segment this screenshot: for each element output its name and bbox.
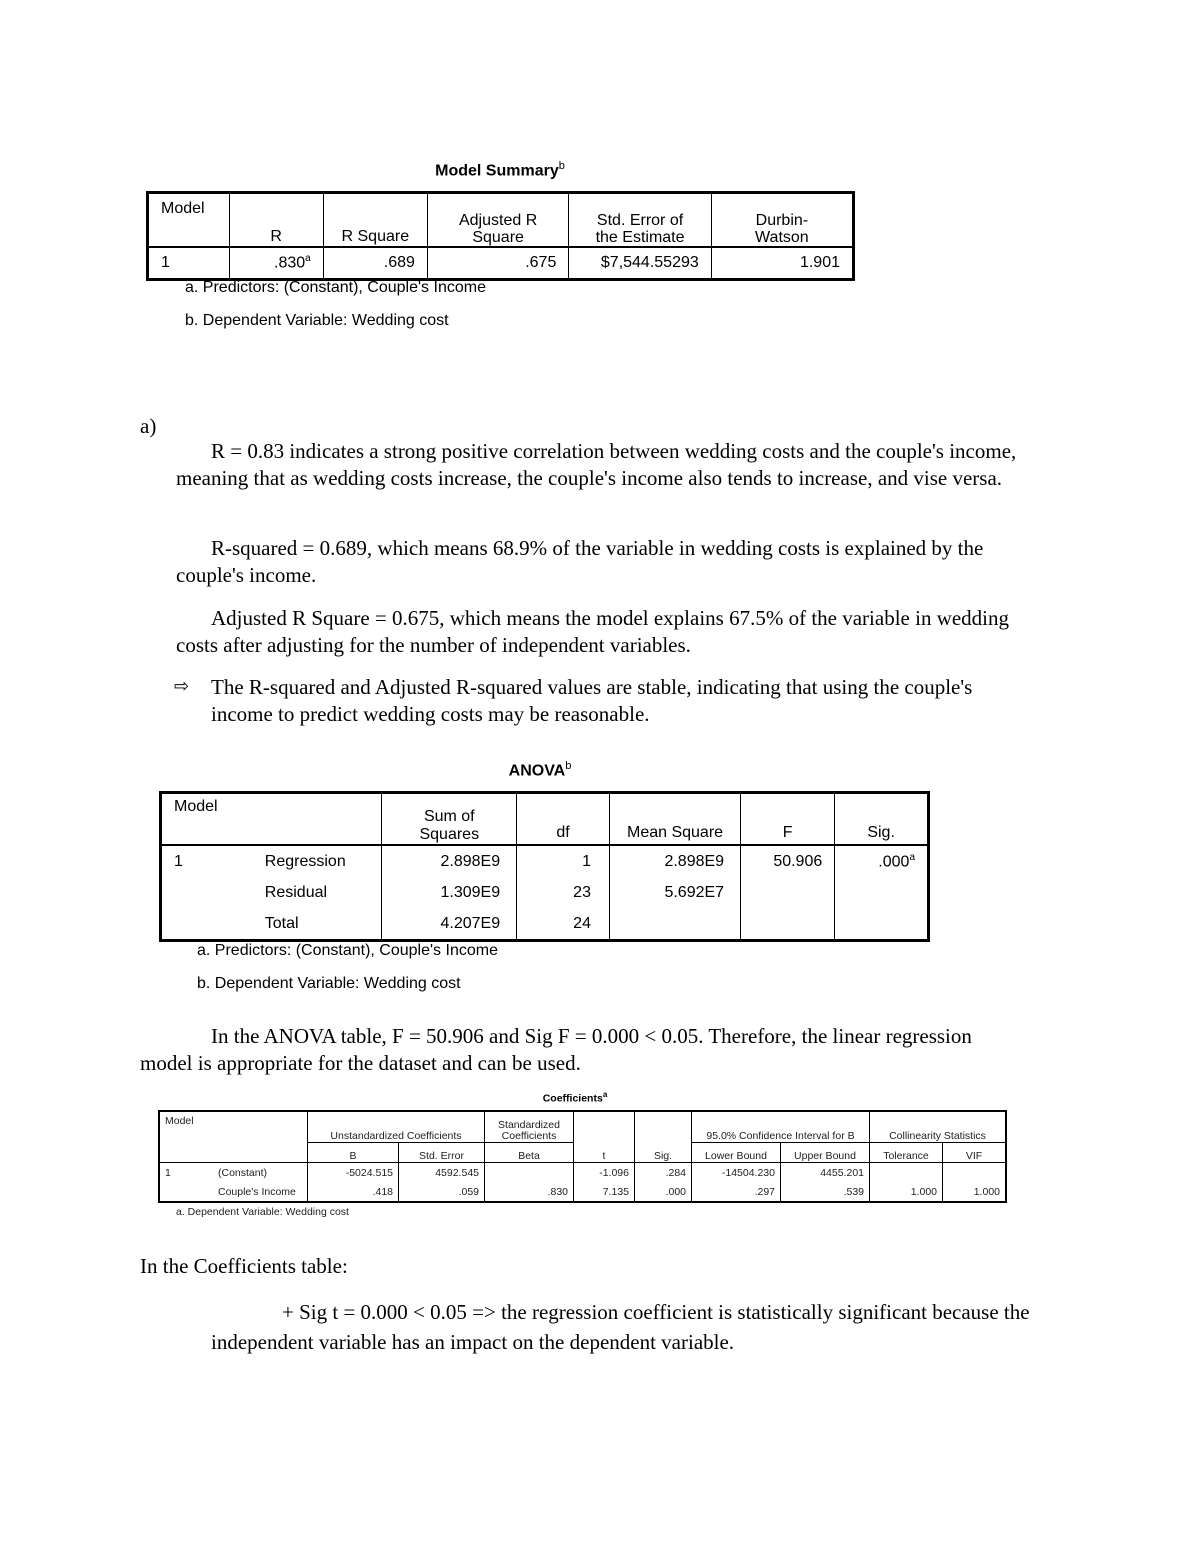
section-a-p1-text: R = 0.83 indicates a strong positive correlation between wedding costs and the couple's income, meaning that as wedding costs increase, the couple's income also tends to increase, and vise versa. <box>176 439 1017 490</box>
model-summary-title <box>400 160 600 180</box>
coef-header-unstd: Unstandardized Coefficients <box>308 1111 485 1143</box>
anova-explanation-text: In the ANOVA table, F = 50.906 and Sig F = 0.000 < 0.05. Therefore, the linear regression model is appropriate for the dataset and can be used. <box>140 1024 972 1075</box>
coef-intro: In the Coefficients table: <box>140 1254 348 1278</box>
section-a-p3-text: Adjusted R Square = 0.675, which means the model explains 67.5% of the variable in wedding costs after adjusting for the number of independent variables. <box>176 606 1010 657</box>
coefficients-table <box>158 1110 1007 1203</box>
section-a-p3 <box>176 605 1036 659</box>
ms-header-r: R <box>229 193 323 248</box>
coef-point <box>211 1297 1031 1357</box>
ms-header-r-square: R Square <box>323 193 427 248</box>
anova-row-regression <box>161 845 929 877</box>
coef-cell-model-blank <box>159 1182 200 1202</box>
coef-cell-label: Couple's Income <box>200 1182 308 1202</box>
anova-cell-mean-square <box>609 908 740 941</box>
anova-cell-label: Regression <box>253 845 382 877</box>
coef-header-lower: Lower Bound <box>692 1143 781 1163</box>
anova-cell-sum-sq: 2.898E9 <box>382 845 517 877</box>
anova-header-mean-square: Mean Square <box>609 793 740 846</box>
section-a-conclusion: The R-squared and Adjusted R-squared values are stable, indicating that using the couple's income to predict wedding costs may be reasonable. <box>211 675 973 726</box>
coef-cell-sig: .284 <box>635 1163 692 1183</box>
coef-header-model: Model <box>159 1111 308 1163</box>
ms-header-adj-r-1: Adjusted R <box>458 212 538 229</box>
anova-cell-mean-square: 2.898E9 <box>609 845 740 877</box>
ms-cell-r-square: .689 <box>323 247 427 280</box>
ms-header-model: Model <box>148 193 230 248</box>
coef-cell-t: 7.135 <box>574 1182 635 1202</box>
model-summary-title-sup: b <box>558 160 565 172</box>
section-a-p2 <box>176 535 1056 589</box>
coef-cell-tolerance <box>870 1163 943 1183</box>
anova-header-sig: Sig. <box>835 793 929 846</box>
ms-header-std-error-1: Std. Error of <box>596 212 684 229</box>
coefficients-title-sup: a <box>602 1090 608 1099</box>
anova-cell-sum-sq: 4.207E9 <box>382 908 517 941</box>
ms-header-std-error-2: the Estimate <box>595 229 685 246</box>
coef-cell-upper: .539 <box>781 1182 870 1202</box>
coef-header-ci: 95.0% Confidence Interval for B <box>692 1111 870 1143</box>
anova-cell-label: Total <box>253 908 382 941</box>
ms-cell-adj-r-square: .675 <box>427 247 568 280</box>
ms-header-durbin-1: Durbin- <box>755 212 809 229</box>
coef-header-coll: Collinearity Statistics <box>870 1111 1007 1143</box>
ms-row-1 <box>148 247 854 280</box>
anova-cell-sum-sq: 1.309E9 <box>382 877 517 908</box>
anova-header-label-spacer <box>253 793 382 846</box>
anova-cell-sig-sup: a <box>909 851 915 863</box>
coef-cell-beta <box>485 1163 574 1183</box>
coef-cell-lower: -14504.230 <box>692 1163 781 1183</box>
ms-cell-r <box>229 247 323 280</box>
anova-cell-df: 1 <box>517 845 610 877</box>
coef-header-upper: Upper Bound <box>781 1143 870 1163</box>
coef-cell-lower: .297 <box>692 1182 781 1202</box>
anova-table <box>159 791 930 942</box>
coef-header-std-2: Coefficients <box>501 1130 557 1142</box>
ms-cell-model: 1 <box>148 247 230 280</box>
ms-cell-r-sup: a <box>305 253 311 265</box>
anova-cell-label: Residual <box>253 877 382 908</box>
coef-header-sig: Sig. <box>635 1111 692 1163</box>
anova-row-total <box>161 908 929 941</box>
anova-cell-df: 23 <box>517 877 610 908</box>
coef-cell-model: 1 <box>159 1163 200 1183</box>
anova-footnote-a: a. Predictors: (Constant), Couple's Income <box>197 942 498 959</box>
coef-cell-label: (Constant) <box>200 1163 308 1183</box>
coef-cell-t: -1.096 <box>574 1163 635 1183</box>
anova-explanation <box>140 1023 1020 1077</box>
ms-header-durbin <box>711 193 853 248</box>
ms-header-adj-r-square <box>427 193 568 248</box>
coef-header-tolerance: Tolerance <box>870 1143 943 1163</box>
coef-header-b: B <box>308 1143 399 1163</box>
anova-cell-model-blank <box>161 908 253 941</box>
coef-row-income <box>159 1182 1006 1202</box>
anova-cell-f <box>741 908 835 941</box>
ms-header-std-error <box>569 193 711 248</box>
section-a-p1 <box>176 438 1056 492</box>
coefficients-title-text: Coefficients <box>542 1092 603 1105</box>
coef-cell-std-error: .059 <box>399 1182 485 1202</box>
ms-cell-r-value: .830 <box>274 254 306 272</box>
coef-header-vif: VIF <box>943 1143 1007 1163</box>
anova-header-df: df <box>517 793 610 846</box>
anova-title-text: ANOVA <box>508 762 566 780</box>
anova-row-residual <box>161 877 929 908</box>
anova-cell-model: 1 <box>161 845 253 877</box>
coef-cell-vif <box>943 1163 1007 1183</box>
model-summary-table <box>146 191 855 281</box>
coef-cell-vif: 1.000 <box>943 1182 1007 1202</box>
anova-cell-mean-square: 5.692E7 <box>609 877 740 908</box>
anova-header-sum-sq-1: Sum of <box>423 808 475 825</box>
anova-cell-df: 24 <box>517 908 610 941</box>
coef-header-std-error: Std. Error <box>399 1143 485 1163</box>
anova-cell-sig-value: .000 <box>878 853 910 871</box>
anova-cell-f: 50.906 <box>741 845 835 877</box>
anova-cell-f <box>741 877 835 908</box>
coef-cell-b: .418 <box>308 1182 399 1202</box>
coef-header-std <box>485 1111 574 1143</box>
coef-footnote: a. Dependent Variable: Wedding cost <box>176 1206 349 1218</box>
ms-footnote-a: a. Predictors: (Constant), Couple's Income <box>185 279 486 296</box>
section-a-label: a) <box>140 414 157 438</box>
coef-header-t: t <box>574 1111 635 1163</box>
anova-cell-sig <box>835 908 929 941</box>
coefficients-title <box>500 1090 650 1105</box>
coef-point-text: + Sig t = 0.000 < 0.05 => the regression coefficient is statistically significant because the independent variable has an impact on the dependent variable. <box>211 1300 1030 1354</box>
coef-cell-tolerance: 1.000 <box>870 1182 943 1202</box>
coef-cell-b: -5024.515 <box>308 1163 399 1183</box>
ms-cell-std-error: $7,544.55293 <box>569 247 711 280</box>
anova-cell-sig <box>835 877 929 908</box>
model-summary-title-text: Model Summary <box>435 162 559 180</box>
coef-header-beta: Beta <box>485 1143 574 1163</box>
anova-footnote-b: b. Dependent Variable: Wedding cost <box>197 975 461 992</box>
coef-row-constant <box>159 1163 1006 1183</box>
anova-header-sum-sq-2: Squares <box>419 826 480 843</box>
anova-cell-sig <box>835 845 929 877</box>
coef-cell-sig: .000 <box>635 1182 692 1202</box>
arrow-icon: ⇨ <box>174 676 190 697</box>
anova-header-sum-sq <box>382 793 517 846</box>
anova-title <box>440 760 640 780</box>
ms-header-durbin-2: Watson <box>755 229 809 246</box>
coef-cell-std-error: 4592.545 <box>399 1163 485 1183</box>
ms-header-adj-r-2: Square <box>472 229 524 246</box>
anova-header-f: F <box>741 793 835 846</box>
ms-cell-durbin: 1.901 <box>711 247 853 280</box>
coef-header-std-1: Standardized <box>498 1119 560 1131</box>
ms-footnote-b: b. Dependent Variable: Wedding cost <box>185 312 449 329</box>
anova-cell-model-blank <box>161 877 253 908</box>
coef-cell-beta: .830 <box>485 1182 574 1202</box>
anova-header-model: Model <box>161 793 253 846</box>
coef-cell-upper: 4455.201 <box>781 1163 870 1183</box>
section-a-p2-text: R-squared = 0.689, which means 68.9% of the variable in wedding costs is explained by the couple's income. <box>176 536 984 587</box>
anova-title-sup: b <box>565 760 572 772</box>
